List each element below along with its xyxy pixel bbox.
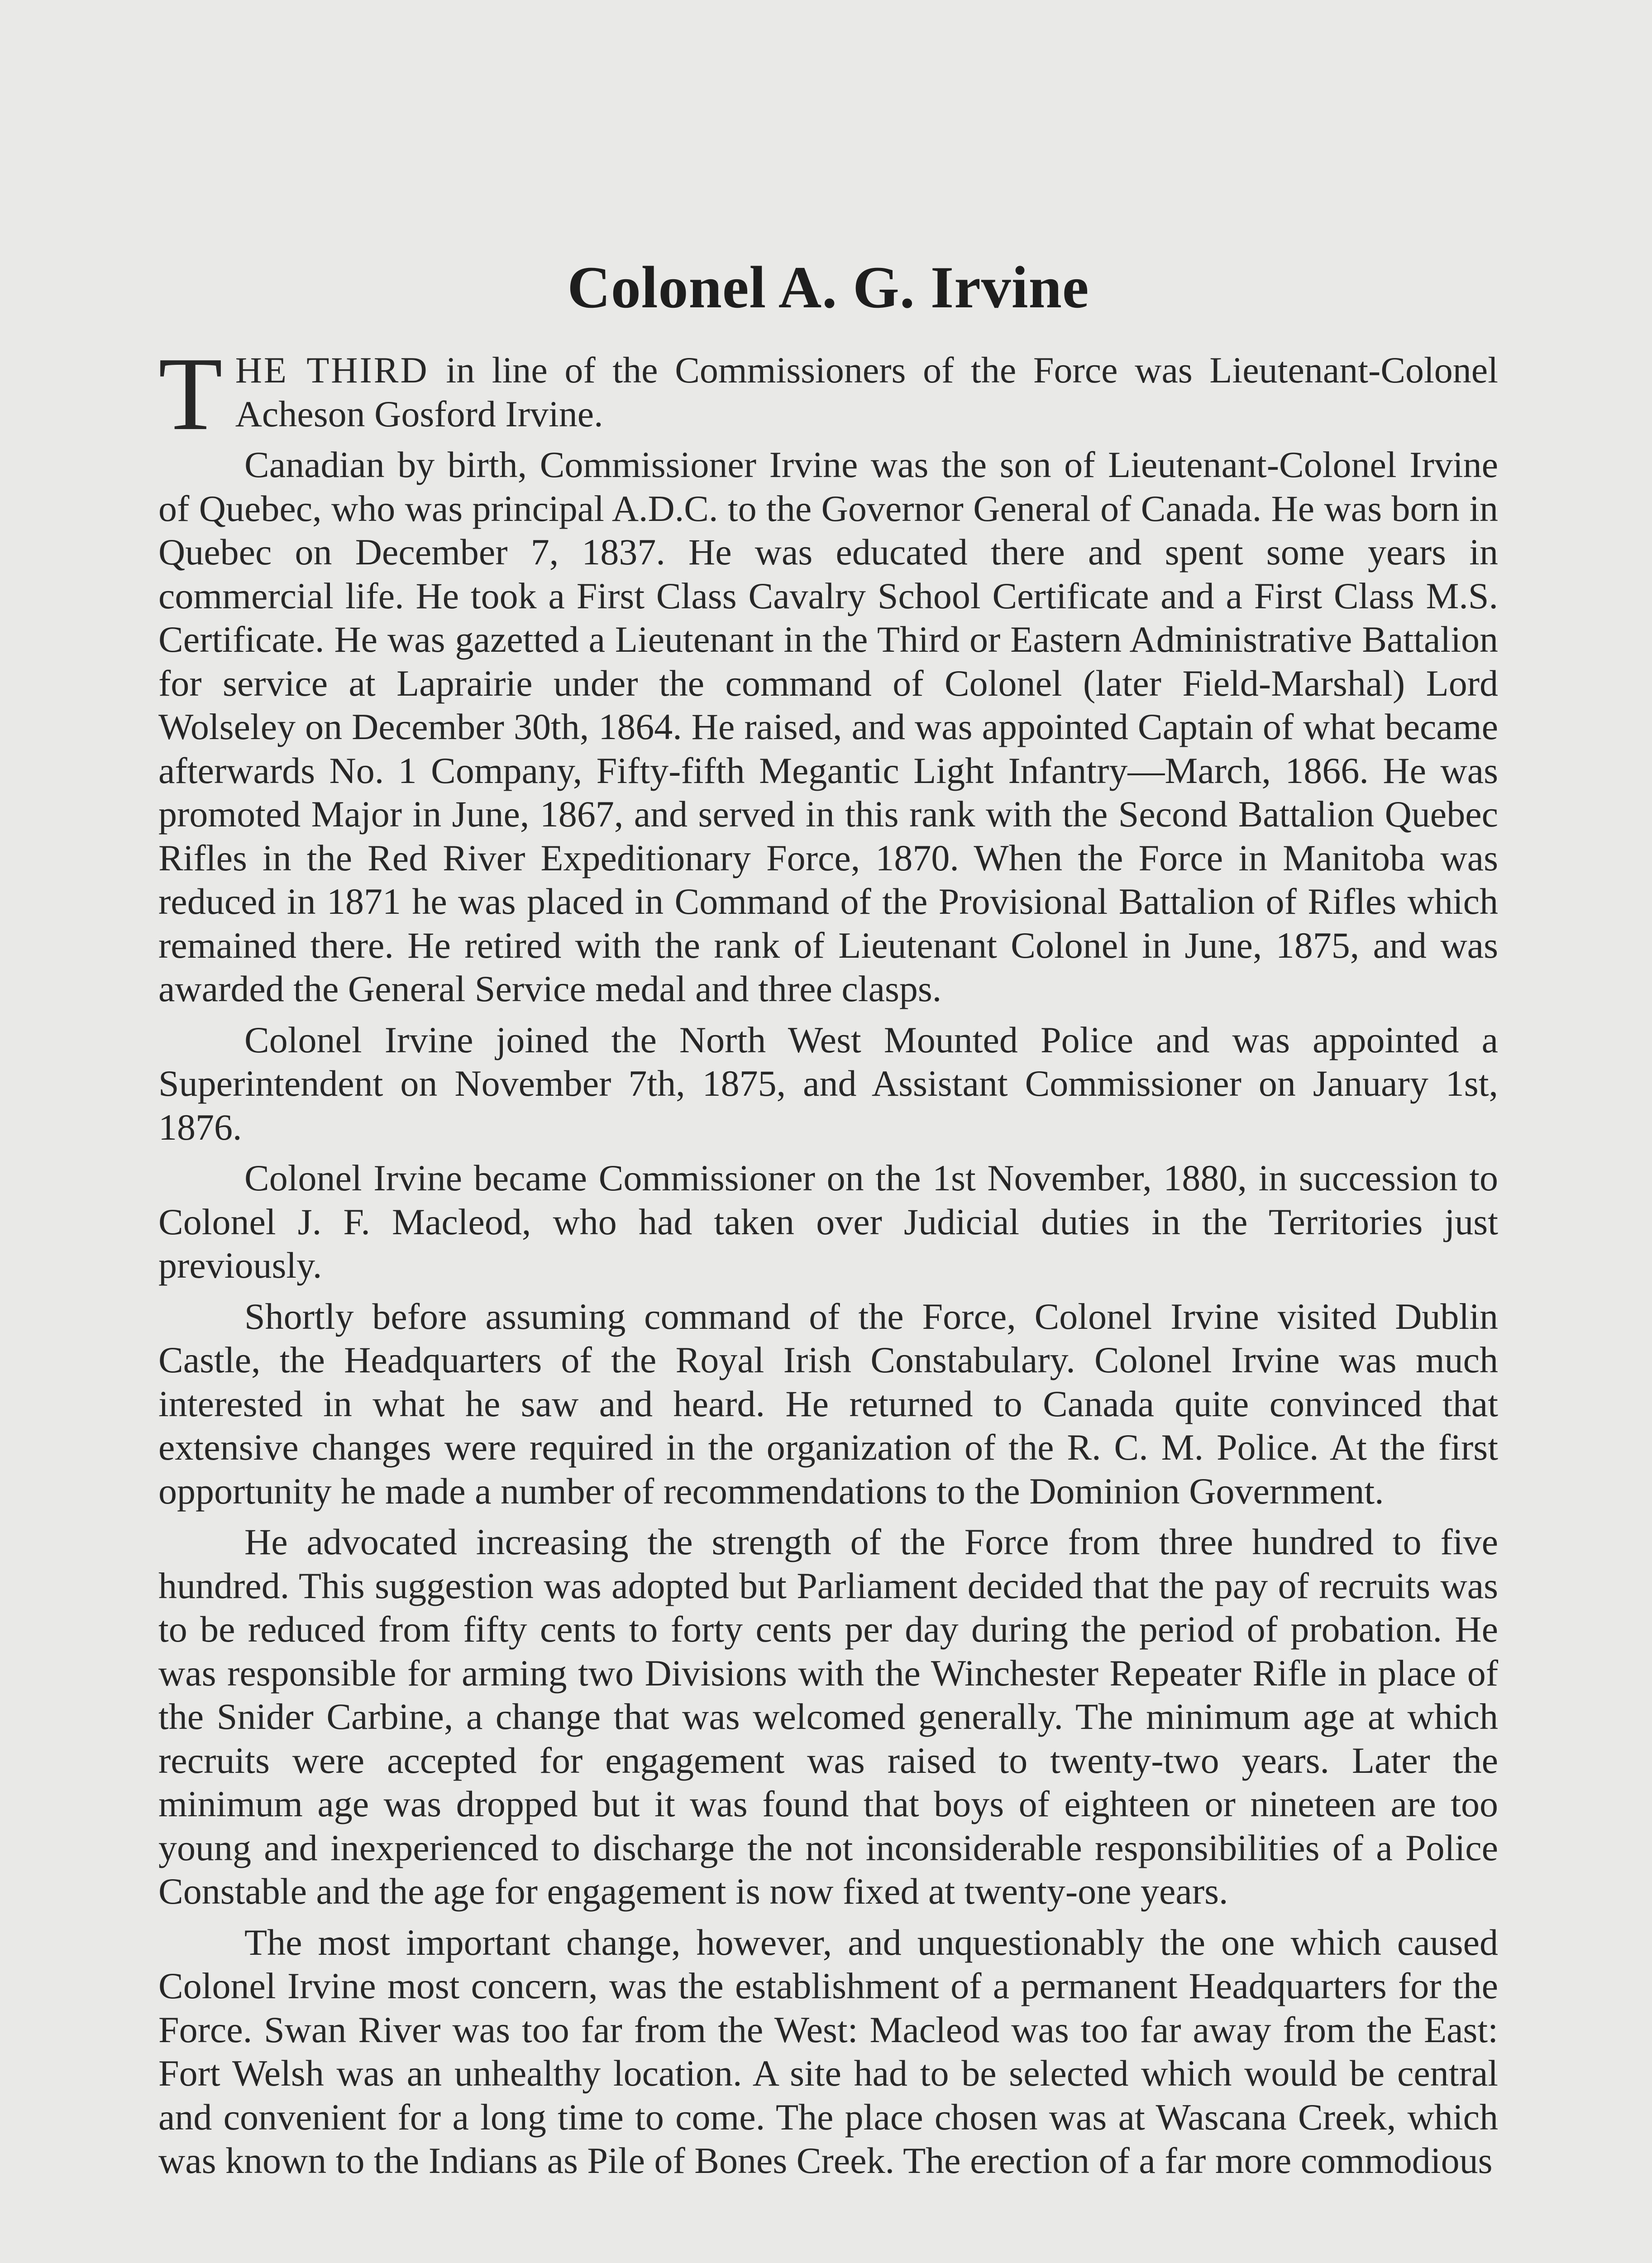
paragraph-strength: He advocated increasing the strength of the Force from three hundred to five hundred. This suggestion was adopted but Parliament decided that the pay of recruits was to be reduced from fifty cents to forty cents per day during the period of probation. He was responsible for arming two Divisions with the Winchester Repeater Rifle in place of the Snider Carbine, a change that was welcomed generally. The minimum age at which recruits were accepted for engagement was raised to twenty-two years. Later the minimum age was dropped but it was found that boys of eighteen or nineteen are too young and inexperienced to discharge the not inconsiderable responsibilities of a Police Constable and the age for engagement is now fixed at twenty-one years. bbox=[158, 1521, 1498, 1912]
paragraph-nwmp: Colonel Irvine joined the North West Mounted Police and was appointed a Superintendent on November 7th, 1875, and Assistant Commissioner on January 1st, 1876. bbox=[158, 1019, 1498, 1148]
page-body bbox=[158, 253, 1498, 2190]
page-title: Colonel A. G. Irvine bbox=[567, 254, 1089, 320]
intro-paragraph bbox=[158, 336, 1498, 452]
paragraph-commissioner: Colonel Irvine became Commissioner on the 1st November, 1880, in succession to Colonel J. F. Macleod, who had taken over Judicial duties in the Territories just previously. bbox=[158, 1157, 1498, 1286]
paragraph-headquarters: The most important change, however, and unquestionably the one which caused Colonel Irvine most concern, was the establishment of a permanent Headquarters for the Force. Swan River was too far from the West: Macleod was too far away from the East: Fort Welsh was an unhealthy location. A site had to be selected which would be central and convenient for a long time to come. The place chosen was at Wascana Creek, which was known to the Indians as Pile of Bones Creek. The erection of a far more commodious bbox=[158, 1921, 1498, 2181]
intro-small-caps: HE THIRD bbox=[235, 349, 429, 391]
intro-text: in line of the Commissioners of the Force was Lieutenant-Colonel Acheson Gosford Irvine. bbox=[235, 349, 1498, 434]
paragraph-birth: Canadian by birth, Commissioner Irvine was the son of Lieutenant-Colonel Irvine of Quebec, who was principal A.D.C. to the Governor General of Canada. He was born in Quebec on December 7, 1837. He was educated there and spent some years in commercial life. He took a First Class Cavalry School Certificate and a First Class M.S. Certificate. He was gazetted a Lieutenant in the Third or Eastern Administrative Battalion for service at Laprairie under the command of Colonel (later Field-Marshal) Lord Wolseley on December 30th, 1864. He raised, and was appointed Captain of what became afterwards No. 1 Company, Fifty-fifth Megantic Light Infantry—March, 1866. He was promoted Major in June, 1867, and served in this rank with the Second Battalion Quebec Rifles in the Red River Expeditionary Force, 1870. When the Force in Manitoba was reduced in 1871 he was placed in Command of the Provisional Battalion of Rifles which remained there. He retired with the rank of Lieutenant Colonel in June, 1875, and was awarded the General Service medal and three clasps. bbox=[158, 444, 1498, 1009]
paragraph-dublin: Shortly before assuming command of the Force, Colonel Irvine visited Dublin Castle, the Headquarters of the Royal Irish Constabulary. Colonel Irvine was much interested in what he saw and heard. He returned to Canada quite convinced that extensive changes were required in the organization of the R. C. M. Police. At the first opportunity he made a number of recommendations to the Dominion Government. bbox=[158, 1295, 1498, 1512]
drop-cap: T bbox=[158, 336, 223, 452]
